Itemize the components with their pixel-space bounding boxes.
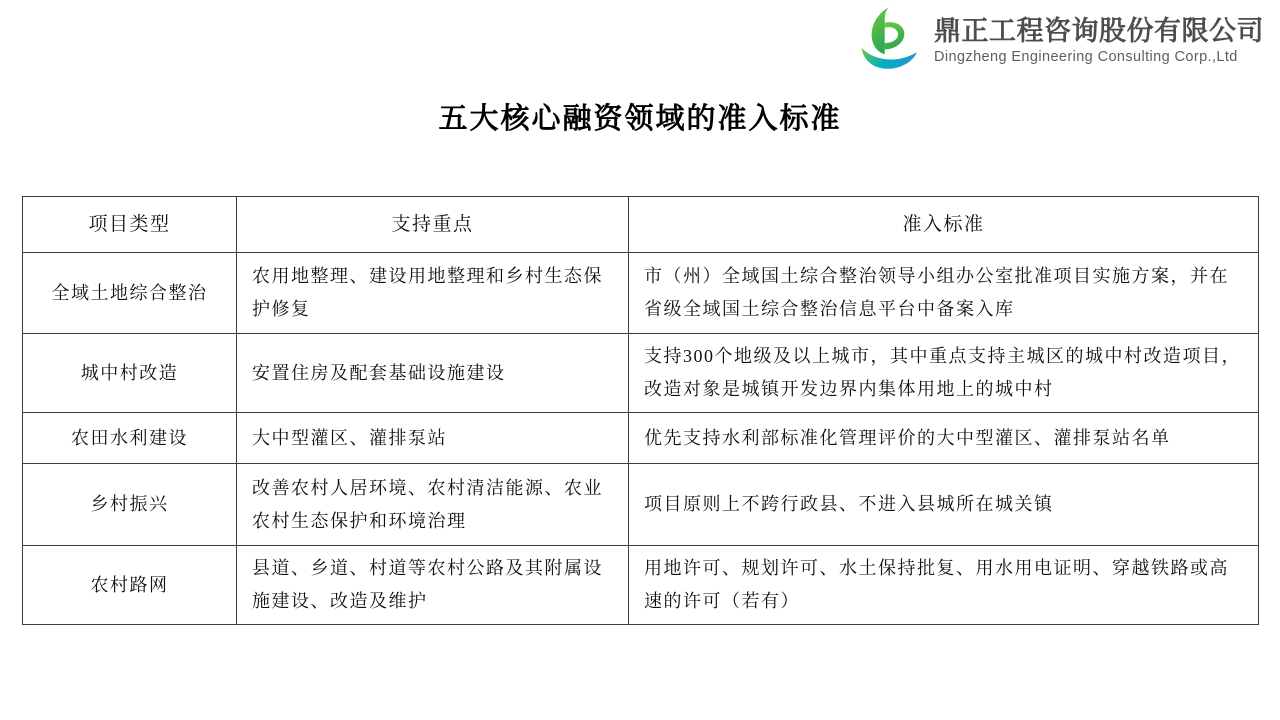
header-support-focus: 支持重点 (237, 197, 629, 253)
standards-table (22, 196, 1259, 625)
table-header-row (23, 197, 1259, 253)
table-row (23, 546, 1259, 625)
cell-access-standard: 项目原则上不跨行政县、不进入县城所在城关镇 (629, 464, 1259, 546)
cell-project-type: 农村路网 (23, 546, 237, 625)
page-title: 五大核心融资领域的准入标准 (438, 103, 842, 135)
cell-project-type: 乡村振兴 (23, 464, 237, 546)
table-row (23, 253, 1259, 334)
company-name-en: Dingzheng Engineering Consulting Corp.,Ltd (934, 49, 1238, 65)
cell-access-standard: 优先支持水利部标准化管理评价的大中型灌区、灌排泵站名单 (629, 413, 1259, 464)
header-project-type: 项目类型 (23, 197, 237, 253)
company-name-block (934, 16, 1264, 66)
cell-project-type: 全域土地综合整治 (23, 253, 237, 334)
company-logo (854, 6, 1264, 76)
cell-support-focus: 安置住房及配套基础设施建设 (237, 334, 629, 413)
header-access-standard: 准入标准 (629, 197, 1259, 253)
cell-project-type: 农田水利建设 (23, 413, 237, 464)
cell-support-focus: 农用地整理、建设用地整理和乡村生态保护修复 (237, 253, 629, 334)
cell-project-type: 城中村改造 (23, 334, 237, 413)
cell-access-standard: 市（州）全域国土综合整治领导小组办公室批准项目实施方案，并在省级全域国土综合整治信息平台中备案入库 (629, 253, 1259, 334)
company-name-zh: 鼎正工程咨询股份有限公司 (934, 16, 1264, 46)
cell-support-focus: 大中型灌区、灌排泵站 (237, 413, 629, 464)
table-row (23, 464, 1259, 546)
cell-support-focus: 改善农村人居环境、农村清洁能源、农业农村生态保护和环境治理 (237, 464, 629, 546)
cell-access-standard: 用地许可、规划许可、水土保持批复、用水用电证明、穿越铁路或高速的许可（若有） (629, 546, 1259, 625)
table-row (23, 334, 1259, 413)
cell-support-focus: 县道、乡道、村道等农村公路及其附属设施建设、改造及维护 (237, 546, 629, 625)
cell-access-standard: 支持300个地级及以上城市，其中重点支持主城区的城中村改造项目，改造对象是城镇开发边界内集体用地上的城中村 (629, 334, 1259, 413)
table-row (23, 413, 1259, 464)
dingzheng-sail-logo-icon (854, 6, 928, 76)
